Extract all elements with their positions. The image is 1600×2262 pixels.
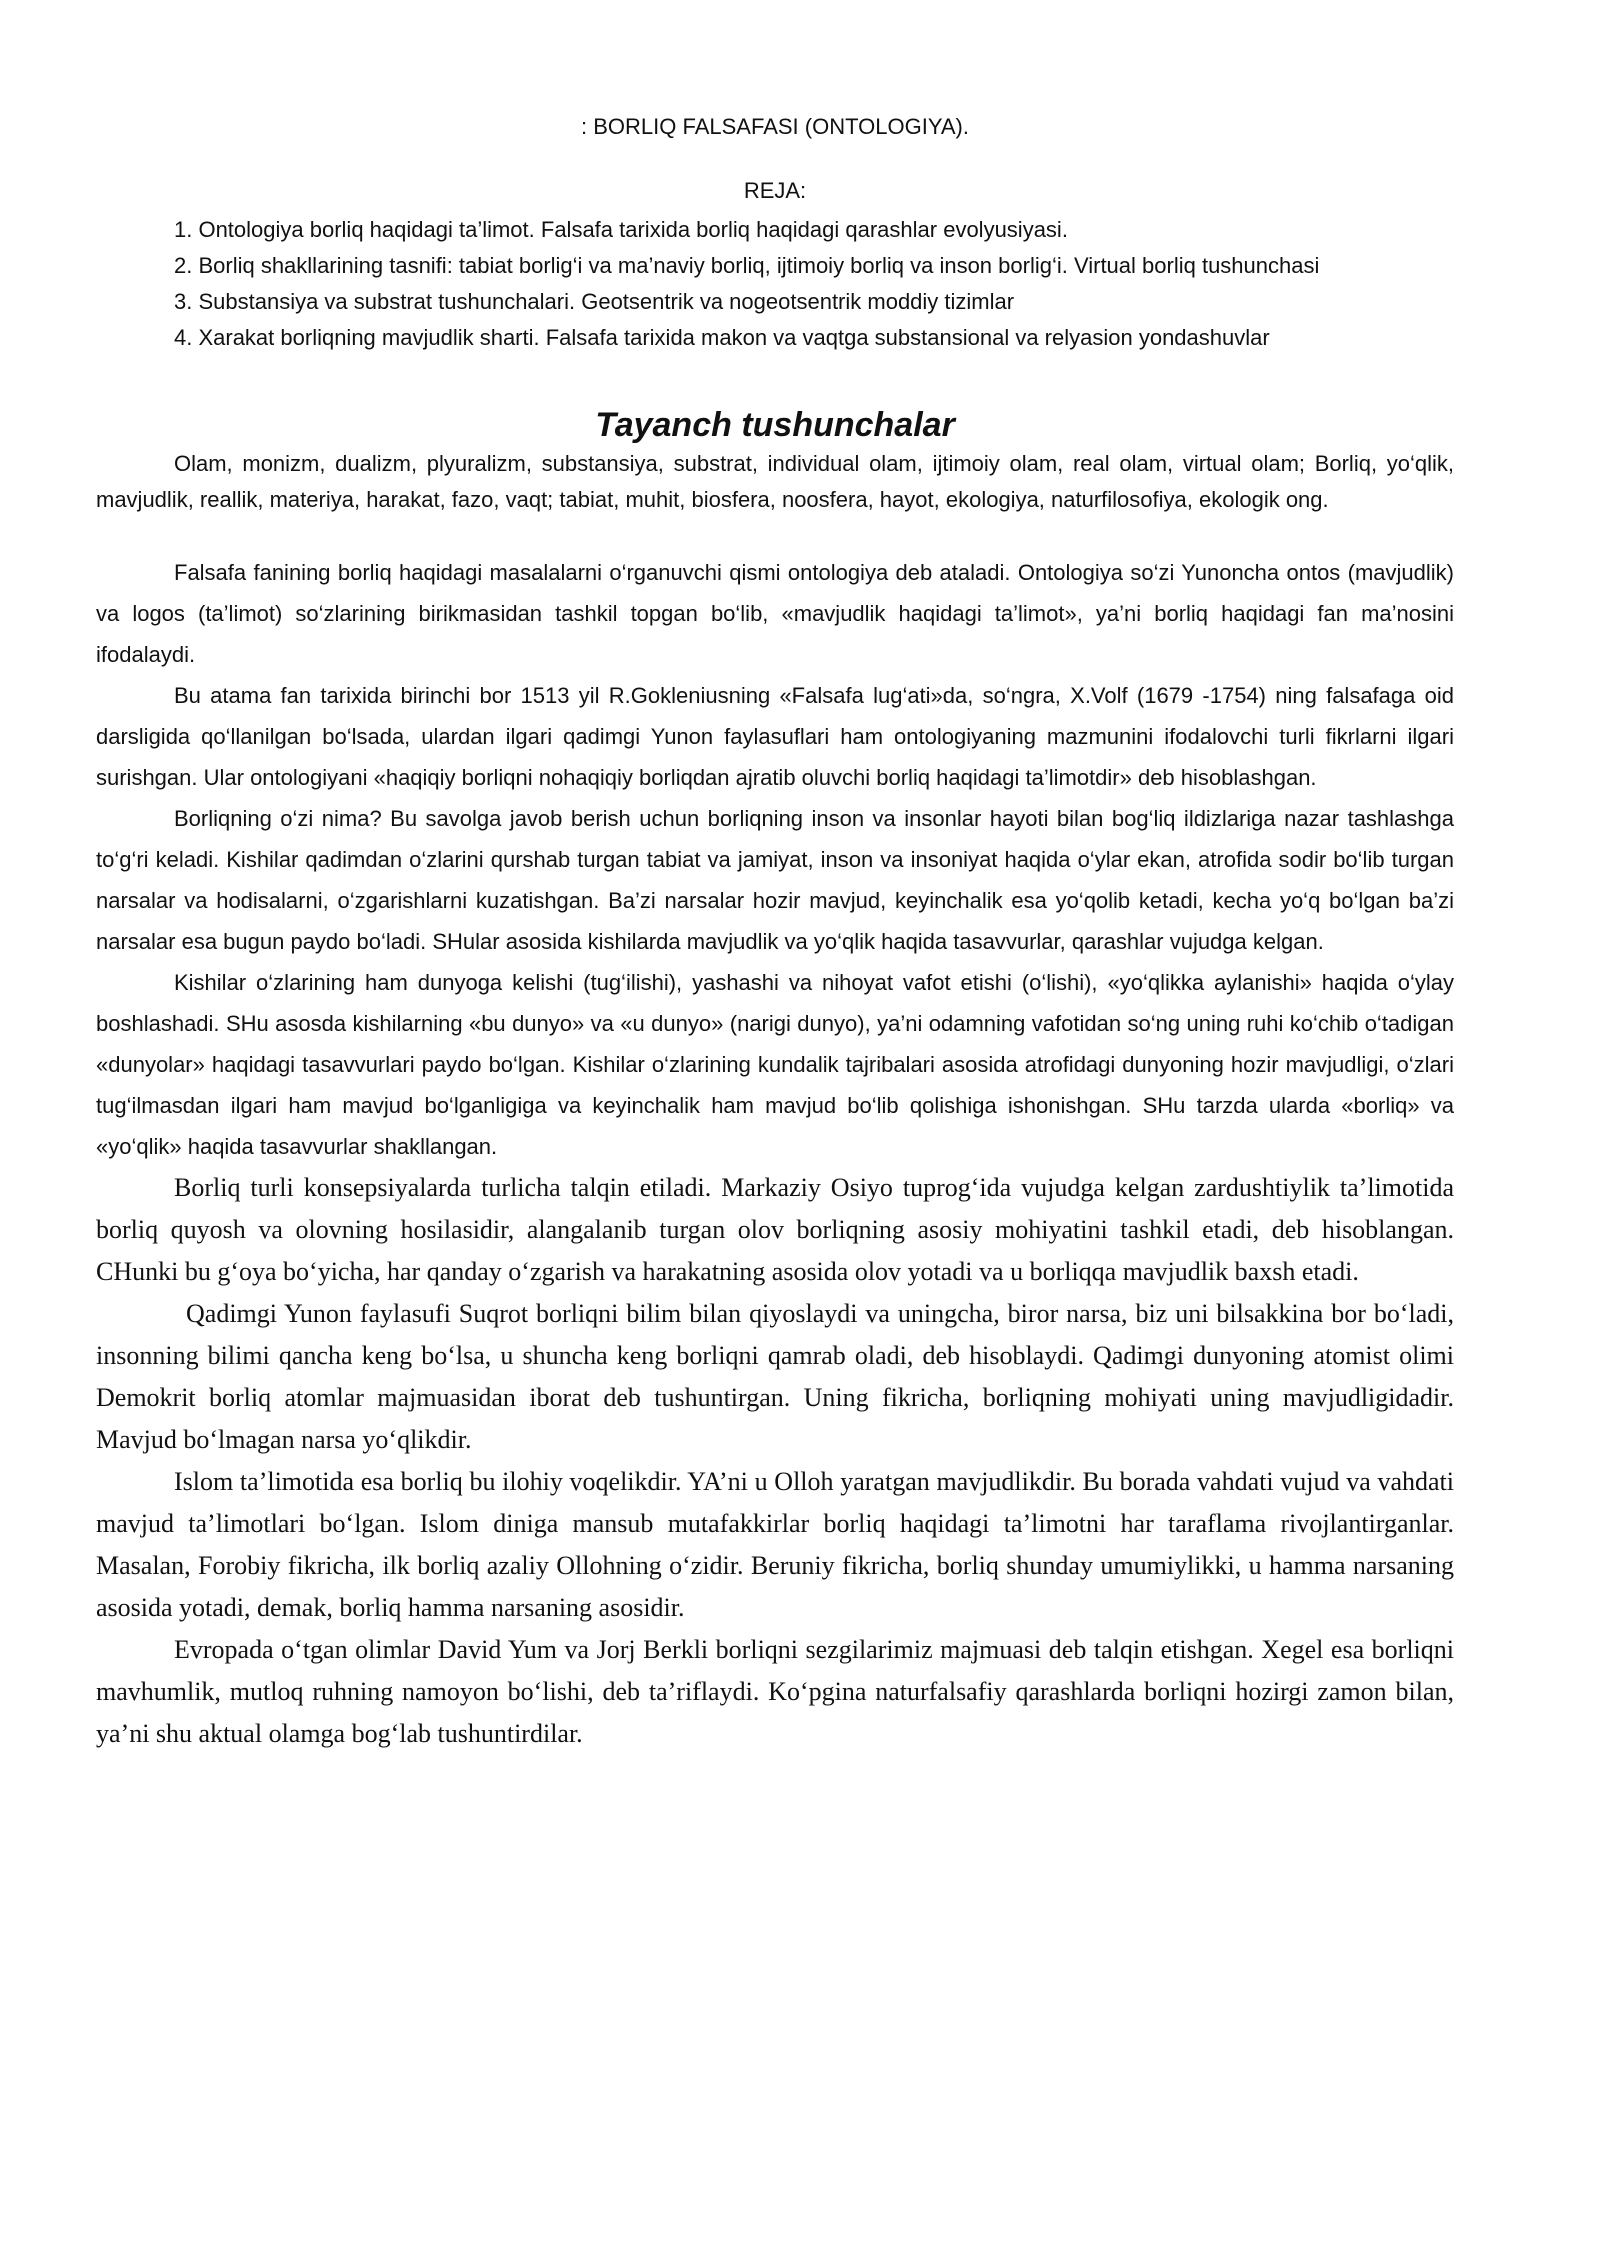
plan-item: 3. Substansiya va substrat tushunchalari. Geotsentrik va nogeotsentrik moddiy tizimlar bbox=[174, 289, 1015, 314]
key-concepts-heading: Tayanch tushunchalar bbox=[595, 406, 955, 444]
key-concepts-text: Olam, monizm, dualizm, plyuralizm, substansiya, substrat, individual olam, ijtimoiy olam, real olam, virtual olam; Borliq, yo‘qlik, mavjudlik, reallik, materiya, harakat, fazo, vaqt; tabiat, muhit, biosfera, noosfera, hayot, ekologiya, naturfilosofiya, ekologik ong. bbox=[96, 451, 1454, 512]
body-paragraph: Bu atama fan tarixida birinchi bor 1513 yil R.Gokleniusning «Falsafa lug‘ati»da, so‘ngra, X.Volf (1679 -1754) ning falsafaga oid darsligida qo‘llanilgan bo‘lsada, ulardan ilgari qadimgi Yunon faylasuflari ham ontologiyaning mazmunini ifodalovchi turli fikrlarni ilgari surishgan. Ular ontologiyani «haqiqiy borliqni nohaqiqiy borliqdan ajratib oluvchi borliq haqidagi ta’limotdir» deb hisoblashgan. bbox=[96, 683, 1454, 790]
body-paragraph: Islom ta’limotida esa borliq bu ilohiy voqelikdir. YA’ni u Olloh yaratgan mavjudlikdir. Bu borada vahdati vujud va vahdati mavjud ta’limotlari bo‘lgan. Islom diniga mansub mutafakkirlar borliq haqidagi ta’limotni har taraflama rivojlantirganlar. Masalan, Forobiy fikricha, ilk borliq azaliy Ollohning o‘zidir. Beruniy fikricha, borliq shunday umumiylikki, u hamma narsaning asosida yotadi, demak, borliq hamma narsaning asosidir. bbox=[96, 1467, 1454, 1622]
sans-paragraphs bbox=[96, 552, 1454, 1167]
body-paragraph: Qadimgi Yunon faylasufi Suqrot borliqni bilim bilan qiyoslaydi va uningcha, biror narsa, biz uni bilsakkina bor bo‘ladi, insonning bilimi qancha keng bo‘lsa, u shuncha keng borliqni qamrab oladi, deb hisoblaydi. Qadimgi dunyoning atomist olimi Demokrit borliq atomlar majmuasidan iborat deb tushuntirgan. Uning fikricha, borliqning mohiyati uning mavjudligidadir. Mavjud bo‘lmagan narsa yo‘qlikdir. bbox=[96, 1299, 1454, 1454]
document-title: : BORLIQ FALSAFASI (ONTOLOGIYA). bbox=[581, 114, 969, 139]
body-paragraph: Falsafa fanining borliq haqidagi masalalarni o‘rganuvchi qismi ontologiya deb ataladi. Ontologiya so‘zi Yunoncha ontos (mavjudlik) va logos (ta’limot) so‘zlarining birikmasidan tashkil topgan bo‘lib, «mavjudlik haqidagi ta’limot», ya’ni borliq haqidagi fan ma’nosini ifodalaydi. bbox=[96, 560, 1454, 667]
body-paragraph: Borliq turli konsepsiyalarda turlicha talqin etiladi. Markaziy Osiyo tuprog‘ida vujudga kelgan zardushtiylik ta’limotida borliq quyosh va olovning hosilasidir, alangalanib turgan olov borliqning asosiy mohiyatini tashkil etadi, deb hisoblangan. CHunki bu g‘oya bo‘yicha, har qanday o‘zgarish va harakatning asosida olov yotadi va u borliqqa mavjudlik baxsh etadi. bbox=[96, 1173, 1454, 1286]
document-body bbox=[96, 112, 1454, 1755]
plan-item: 4. Xarakat borliqning mavjudlik sharti. Falsafa tarixida makon va vaqtga substansional va relyasion yondashuvlar bbox=[174, 325, 1270, 350]
body-paragraph: Evropada o‘tgan olimlar David Yum va Jorj Berkli borliqni sezgilarimiz majmuasi deb talqin etishgan. Xegel esa borliqni mavhumlik, mutloq ruhning namoyon bo‘lishi, deb ta’riflaydi. Ko‘pgina naturfalsafiy qarashlarda borliqni hozirgi zamon bilan, ya’ni shu aktual olamga bog‘lab tushuntirdilar. bbox=[96, 1635, 1454, 1748]
plan-item: 2. Borliq shakllarining tasnifi: tabiat borlig‘i va ma’naviy borliq, ijtimoiy borliq va inson borlig‘i. Virtual borliq tushunchasi bbox=[174, 253, 1320, 278]
body-paragraph: Kishilar o‘zlarining ham dunyoga kelishi (tug‘ilishi), yashashi va nihoyat vafot etishi (o‘lishi), «yo‘qlikka aylanishi» haqida o‘ylay boshlashadi. SHu asosda kishilarning «bu dunyo» va «u dunyo» (narigi dunyo), ya’ni odamning vafotidan so‘ng uning ruhi ko‘chib o‘tadigan «dunyolar» haqidagi tasavvurlari paydo bo‘lgan. Kishilar o‘zlarining kundalik tajribalari asosida atrofidagi dunyoning hozir mavjudligi, o‘zlari tug‘ilmasdan ilgari ham mavjud bo‘lganligiga va keyinchalik ham mavjud bo‘lib qolishiga ishonishgan. SHu tarzda ularda «borliq» va «yo‘qlik» haqida tasavvurlar shakllangan. bbox=[96, 970, 1454, 1159]
plan-heading: REJA: bbox=[743, 178, 807, 203]
plan-list bbox=[96, 212, 1454, 356]
body-paragraph: Borliqning o‘zi nima? Bu savolga javob berish uchun borliqning inson va insonlar hayoti bilan bog‘liq ildizlariga nazar tashlashga to‘g‘ri keladi. Kishilar qadimdan o‘zlarini qurshab turgan tabiat va jamiyat, inson va insoniyat haqida o‘ylar ekan, atrofida sodir bo‘lib turgan narsalar va hodisalarni, o‘zgarishlarni kuzatishgan. Ba’zi narsalar hozir mavjud, keyinchalik esa yo‘qolib ketadi, kecha yo‘q bo‘lgan ba’zi narsalar esa bugun paydo bo‘ladi. SHular asosida kishilarda mavjudlik va yo‘qlik haqida tasavvurlar, qarashlar vujudga kelgan. bbox=[96, 806, 1454, 954]
plan-item: 1. Ontologiya borliq haqidagi ta’limot. Falsafa tarixida borliq haqidagi qarashlar evolyusiyasi. bbox=[174, 217, 1068, 242]
serif-paragraphs bbox=[96, 1167, 1454, 1755]
